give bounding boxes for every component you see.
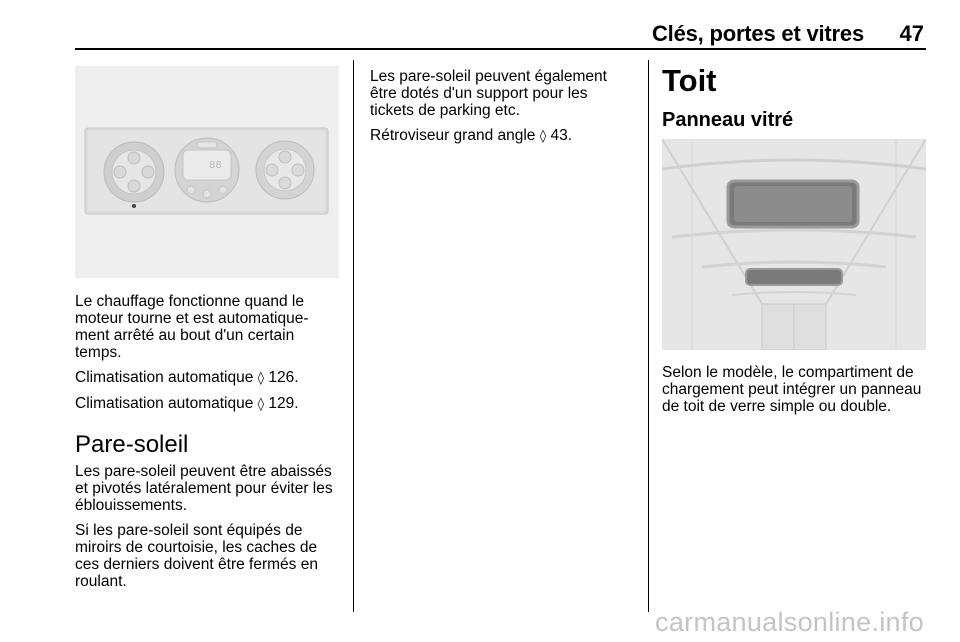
left-column (75, 293, 341, 598)
climate-reference-text: Climatisation automatique (75, 395, 254, 412)
page-number: 47 (899, 21, 924, 46)
sunvisor-paragraph-2: Si les pare-soleil sont équipés de miroirs de courtoisie, les caches de ces derniers doivent être fermés en roulant. (75, 522, 318, 590)
middle-column (370, 68, 632, 153)
section-heading-sunvisor: Pare-soleil (75, 431, 189, 458)
cross-reference-icon: ◊ (257, 371, 265, 386)
ticket-holder-paragraph: Les pare-soleil peuvent également être dotés d'un support pour les tickets de parking etc. (370, 68, 607, 119)
climate-reference-2 (75, 395, 341, 413)
column-divider (353, 60, 354, 612)
mirror-reference (370, 127, 632, 145)
mirror-reference-text: Rétroviseur grand angle (370, 127, 536, 144)
roof-panel-paragraph: Selon le modèle, le compartiment de chargement peut intégrer un panneau de toit de verre simple ou double. (662, 364, 922, 415)
climate-reference-1 (75, 369, 341, 387)
climate-reference-text: Climatisation automatique (75, 369, 254, 386)
right-column-text (662, 364, 932, 423)
watermark: carmanualsonline.info (655, 607, 924, 637)
header-divider (75, 48, 926, 50)
cross-reference-icon: ◊ (257, 397, 265, 412)
mirror-reference-page: 43. (550, 127, 573, 144)
roof-panel-illustration (662, 139, 926, 350)
heating-paragraph: Le chauffage fonctionne quand le moteur tourne et est automatique-ment arrêté au bout d'un certain temps. (75, 293, 309, 361)
svg-text:88: 88 (209, 160, 222, 171)
cross-reference-icon: ◊ (539, 129, 547, 144)
column-divider (648, 60, 649, 612)
chapter-heading-roof: Toit (662, 63, 717, 98)
page-header-title: Clés, portes et vitres (651, 21, 864, 46)
sunvisor-paragraph-1: Les pare-soleil peuvent être abaissés et pivotés latéralement pour éviter les éblouissements. (75, 463, 333, 514)
climate-reference-page: 129. (268, 395, 299, 412)
climate-reference-page: 126. (268, 369, 299, 386)
heater-control-illustration (75, 66, 339, 278)
right-column-headings (662, 64, 928, 146)
subsection-heading-glass-panel: Panneau vitré (662, 109, 794, 131)
